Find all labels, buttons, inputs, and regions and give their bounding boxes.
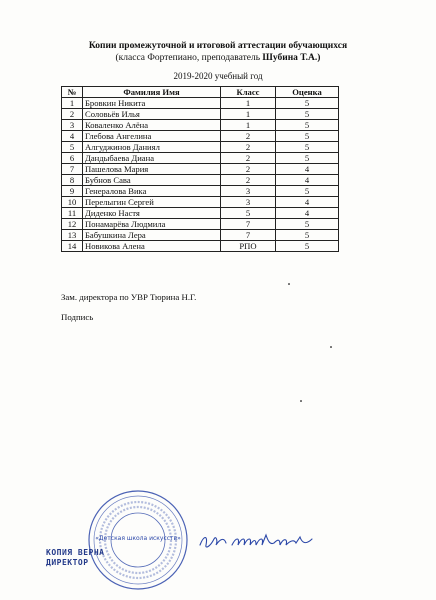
student-name: Бабушкина Лера xyxy=(83,230,221,241)
table-header-row xyxy=(62,87,339,98)
row-number: 3 xyxy=(62,120,83,131)
student-name: Понамарёва Людмила xyxy=(83,219,221,230)
row-number: 5 xyxy=(62,142,83,153)
student-name: Новикова Алена xyxy=(83,241,221,252)
row-number: 6 xyxy=(62,153,83,164)
teacher-name: Шубина Т.А.) xyxy=(262,53,321,63)
signature-label: Подпись xyxy=(61,312,94,322)
copy-certified-line: КОПИЯ ВЕРНА xyxy=(46,548,105,557)
table-row xyxy=(62,175,339,186)
table-row xyxy=(62,120,339,131)
student-name: Бровкин Никита xyxy=(83,98,221,109)
student-class: 1 xyxy=(221,109,276,120)
table-row xyxy=(62,142,339,153)
column-header-name: Фамилия Имя xyxy=(83,87,221,98)
deputy-director-line: Зам. директора по УВР Тюрина Н.Г. xyxy=(61,292,197,302)
student-grade: 5 xyxy=(276,131,339,142)
subtitle-prefix: (класса Фортепиано, преподаватель xyxy=(115,53,263,63)
table-row xyxy=(62,208,339,219)
student-name: Перелыгин Сергей xyxy=(83,197,221,208)
student-class: 2 xyxy=(221,164,276,175)
row-number: 13 xyxy=(62,230,83,241)
student-class: РПО xyxy=(221,241,276,252)
student-name: Бубнов Сава xyxy=(83,175,221,186)
student-name: Коваленко Алёна xyxy=(83,120,221,131)
row-number: 1 xyxy=(62,98,83,109)
director-line: ДИРЕКТОР xyxy=(46,558,89,567)
student-grade: 5 xyxy=(276,219,339,230)
table-row xyxy=(62,98,339,109)
student-class: 2 xyxy=(221,131,276,142)
student-name: Соловьёв Илья xyxy=(83,109,221,120)
student-grade: 5 xyxy=(276,186,339,197)
scan-speck xyxy=(288,283,290,285)
student-name: Глебова Ангелина xyxy=(83,131,221,142)
student-class: 2 xyxy=(221,175,276,186)
handwritten-signature xyxy=(196,525,316,555)
column-header-number: № xyxy=(62,87,83,98)
document-title: Копии промежуточной и итоговой аттестации обучающихся xyxy=(88,41,348,51)
student-grade: 5 xyxy=(276,120,339,131)
student-class: 1 xyxy=(221,120,276,131)
student-name: Диденко Настя xyxy=(83,208,221,219)
student-grade: 5 xyxy=(276,241,339,252)
academic-year: 2019-2020 учебный год xyxy=(173,71,263,81)
table-row xyxy=(62,197,339,208)
student-name: Алгуджинов Даниял xyxy=(83,142,221,153)
row-number: 9 xyxy=(62,186,83,197)
column-header-class: Класс xyxy=(221,87,276,98)
student-class: 2 xyxy=(221,153,276,164)
row-number: 14 xyxy=(62,241,83,252)
student-name: Генералова Вика xyxy=(83,186,221,197)
copy-certified-stamp xyxy=(46,548,104,568)
student-class: 3 xyxy=(221,186,276,197)
student-name: Пашелова Мария xyxy=(83,164,221,175)
student-grade: 5 xyxy=(276,142,339,153)
student-class: 2 xyxy=(221,142,276,153)
student-name: Дандыбаева Диана xyxy=(83,153,221,164)
student-grade: 4 xyxy=(276,208,339,219)
row-number: 2 xyxy=(62,109,83,120)
student-grade: 5 xyxy=(276,230,339,241)
table-row xyxy=(62,109,339,120)
table-row xyxy=(62,153,339,164)
student-class: 7 xyxy=(221,219,276,230)
table-row xyxy=(62,131,339,142)
student-class: 7 xyxy=(221,230,276,241)
row-number: 8 xyxy=(62,175,83,186)
scan-speck xyxy=(330,346,332,348)
school-stamp xyxy=(86,488,190,592)
document-subtitle xyxy=(0,52,436,64)
row-number: 7 xyxy=(62,164,83,175)
grades-table xyxy=(61,86,339,252)
student-grade: 4 xyxy=(276,175,339,186)
student-grade: 4 xyxy=(276,197,339,208)
table-row xyxy=(62,164,339,175)
stamp-inner-text: «Детская школа искусств» xyxy=(95,535,181,542)
student-class: 1 xyxy=(221,98,276,109)
row-number: 11 xyxy=(62,208,83,219)
row-number: 4 xyxy=(62,131,83,142)
student-class: 5 xyxy=(221,208,276,219)
student-grade: 5 xyxy=(276,109,339,120)
row-number: 12 xyxy=(62,219,83,230)
student-grade: 5 xyxy=(276,153,339,164)
student-class: 3 xyxy=(221,197,276,208)
row-number: 10 xyxy=(62,197,83,208)
column-header-grade: Оценка xyxy=(276,87,339,98)
student-grade: 4 xyxy=(276,164,339,175)
table-row xyxy=(62,219,339,230)
table-row xyxy=(62,241,339,252)
scan-speck xyxy=(300,400,302,402)
student-grade: 5 xyxy=(276,98,339,109)
table-row xyxy=(62,230,339,241)
table-row xyxy=(62,186,339,197)
